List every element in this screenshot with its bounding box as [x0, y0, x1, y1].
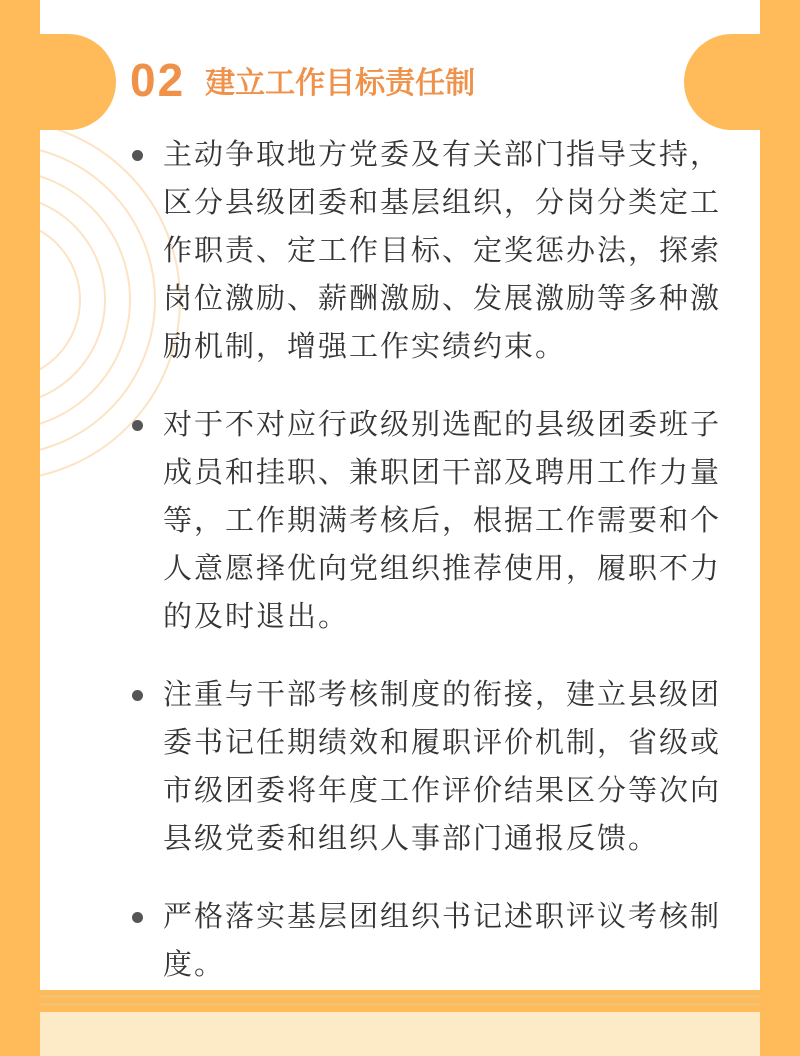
right-notch-decoration [684, 34, 760, 130]
section-title: 建立工作目标责任制 [205, 66, 476, 101]
content-card [40, 0, 760, 990]
list-item-text: 主动争取地方党委及有关部门指导支持，区分县级团委和基层组织，分岗分类定工作职责、定工作目标、定奖惩办法，探索岗位激励、薪酬激励、发展激励等多种激励机制，增强工作实绩约束。 [163, 137, 722, 363]
list-item-text: 严格落实基层团组织书记述职评议考核制度。 [163, 899, 722, 981]
section-number: 02 [130, 54, 186, 106]
list-item [132, 892, 732, 988]
list-item [132, 670, 732, 862]
bullet-list [132, 130, 732, 990]
list-item [132, 400, 732, 640]
bullet-dot-icon [132, 420, 143, 431]
list-item-text: 对于不对应行政级别选配的县级团委班子成员和挂职、兼职团干部及聘用工作力量等，工作期满考核后，根据工作需要和个人意愿择优向党组织推荐使用，履职不力的及时退出。 [163, 407, 722, 633]
bottom-panel [40, 1012, 760, 1056]
bullet-dot-icon [132, 690, 143, 701]
bottom-divider [40, 1003, 760, 1006]
bullet-dot-icon [132, 150, 143, 161]
bottom-divider [40, 995, 760, 998]
bullet-dot-icon [132, 912, 143, 923]
list-item-text: 注重与干部考核制度的衔接，建立县级团委书记任期绩效和履职评价机制，省级或市级团委将年度工作评价结果区分等次向县级党委和组织人事部门通报反馈。 [163, 677, 722, 855]
list-item [132, 130, 732, 370]
section-heading [130, 50, 475, 110]
